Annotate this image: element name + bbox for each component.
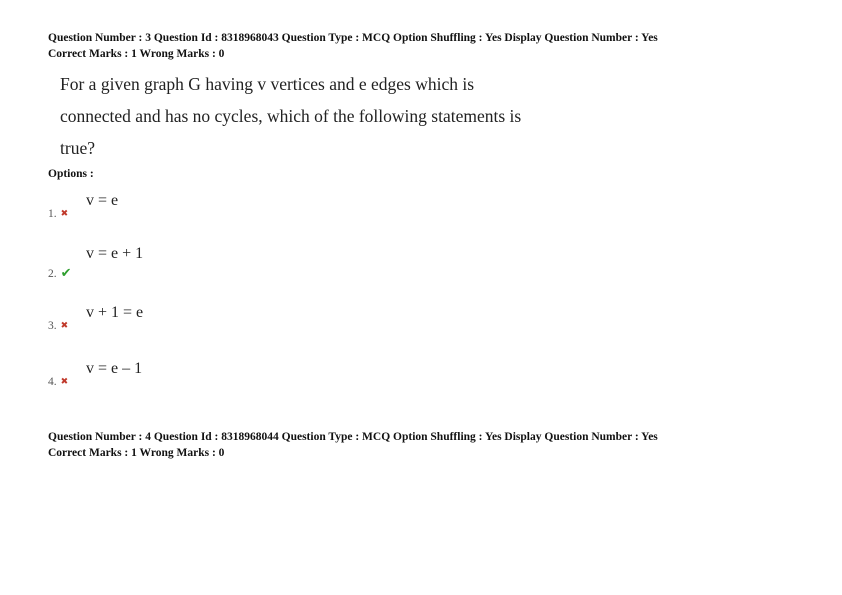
option-1-text: v = e: [86, 192, 119, 209]
question-text-line-2: connected and has no cycles, which of the following statements is: [60, 106, 522, 126]
option-4-text: v = e – 1: [86, 360, 143, 377]
option-1: [48, 208, 68, 220]
cross-icon: ✖: [60, 377, 69, 387]
option-number: 3.: [48, 320, 57, 332]
cross-icon: ✖: [60, 321, 69, 331]
option-3: [48, 320, 68, 332]
question-header: Question Number : 4 Question Id : 8318968044 Question Type : MCQ Option Shuffling : Yes Display Question Number : Yes: [48, 431, 658, 443]
question-header: Question Number : 3 Question Id : 8318968043 Question Type : MCQ Option Shuffling : Yes Display Question Number : Yes: [48, 32, 658, 44]
option-number: 1.: [48, 208, 57, 220]
option-4: [48, 376, 68, 388]
options-label: Options :: [48, 168, 94, 180]
question-text-line-1: For a given graph G having v vertices and e edges which is: [60, 74, 475, 94]
question-text-line-3: true?: [60, 138, 95, 158]
option-number: 4.: [48, 376, 57, 388]
option-2-text: v = e + 1: [86, 245, 144, 262]
cross-icon: ✖: [60, 209, 69, 219]
check-icon: ✔: [60, 266, 72, 281]
option-3-text: v + 1 = e: [86, 304, 144, 321]
option-2: [48, 266, 72, 281]
question-marks: Correct Marks : 1 Wrong Marks : 0: [48, 447, 225, 459]
question-marks: Correct Marks : 1 Wrong Marks : 0: [48, 48, 225, 60]
option-number: 2.: [48, 268, 57, 280]
